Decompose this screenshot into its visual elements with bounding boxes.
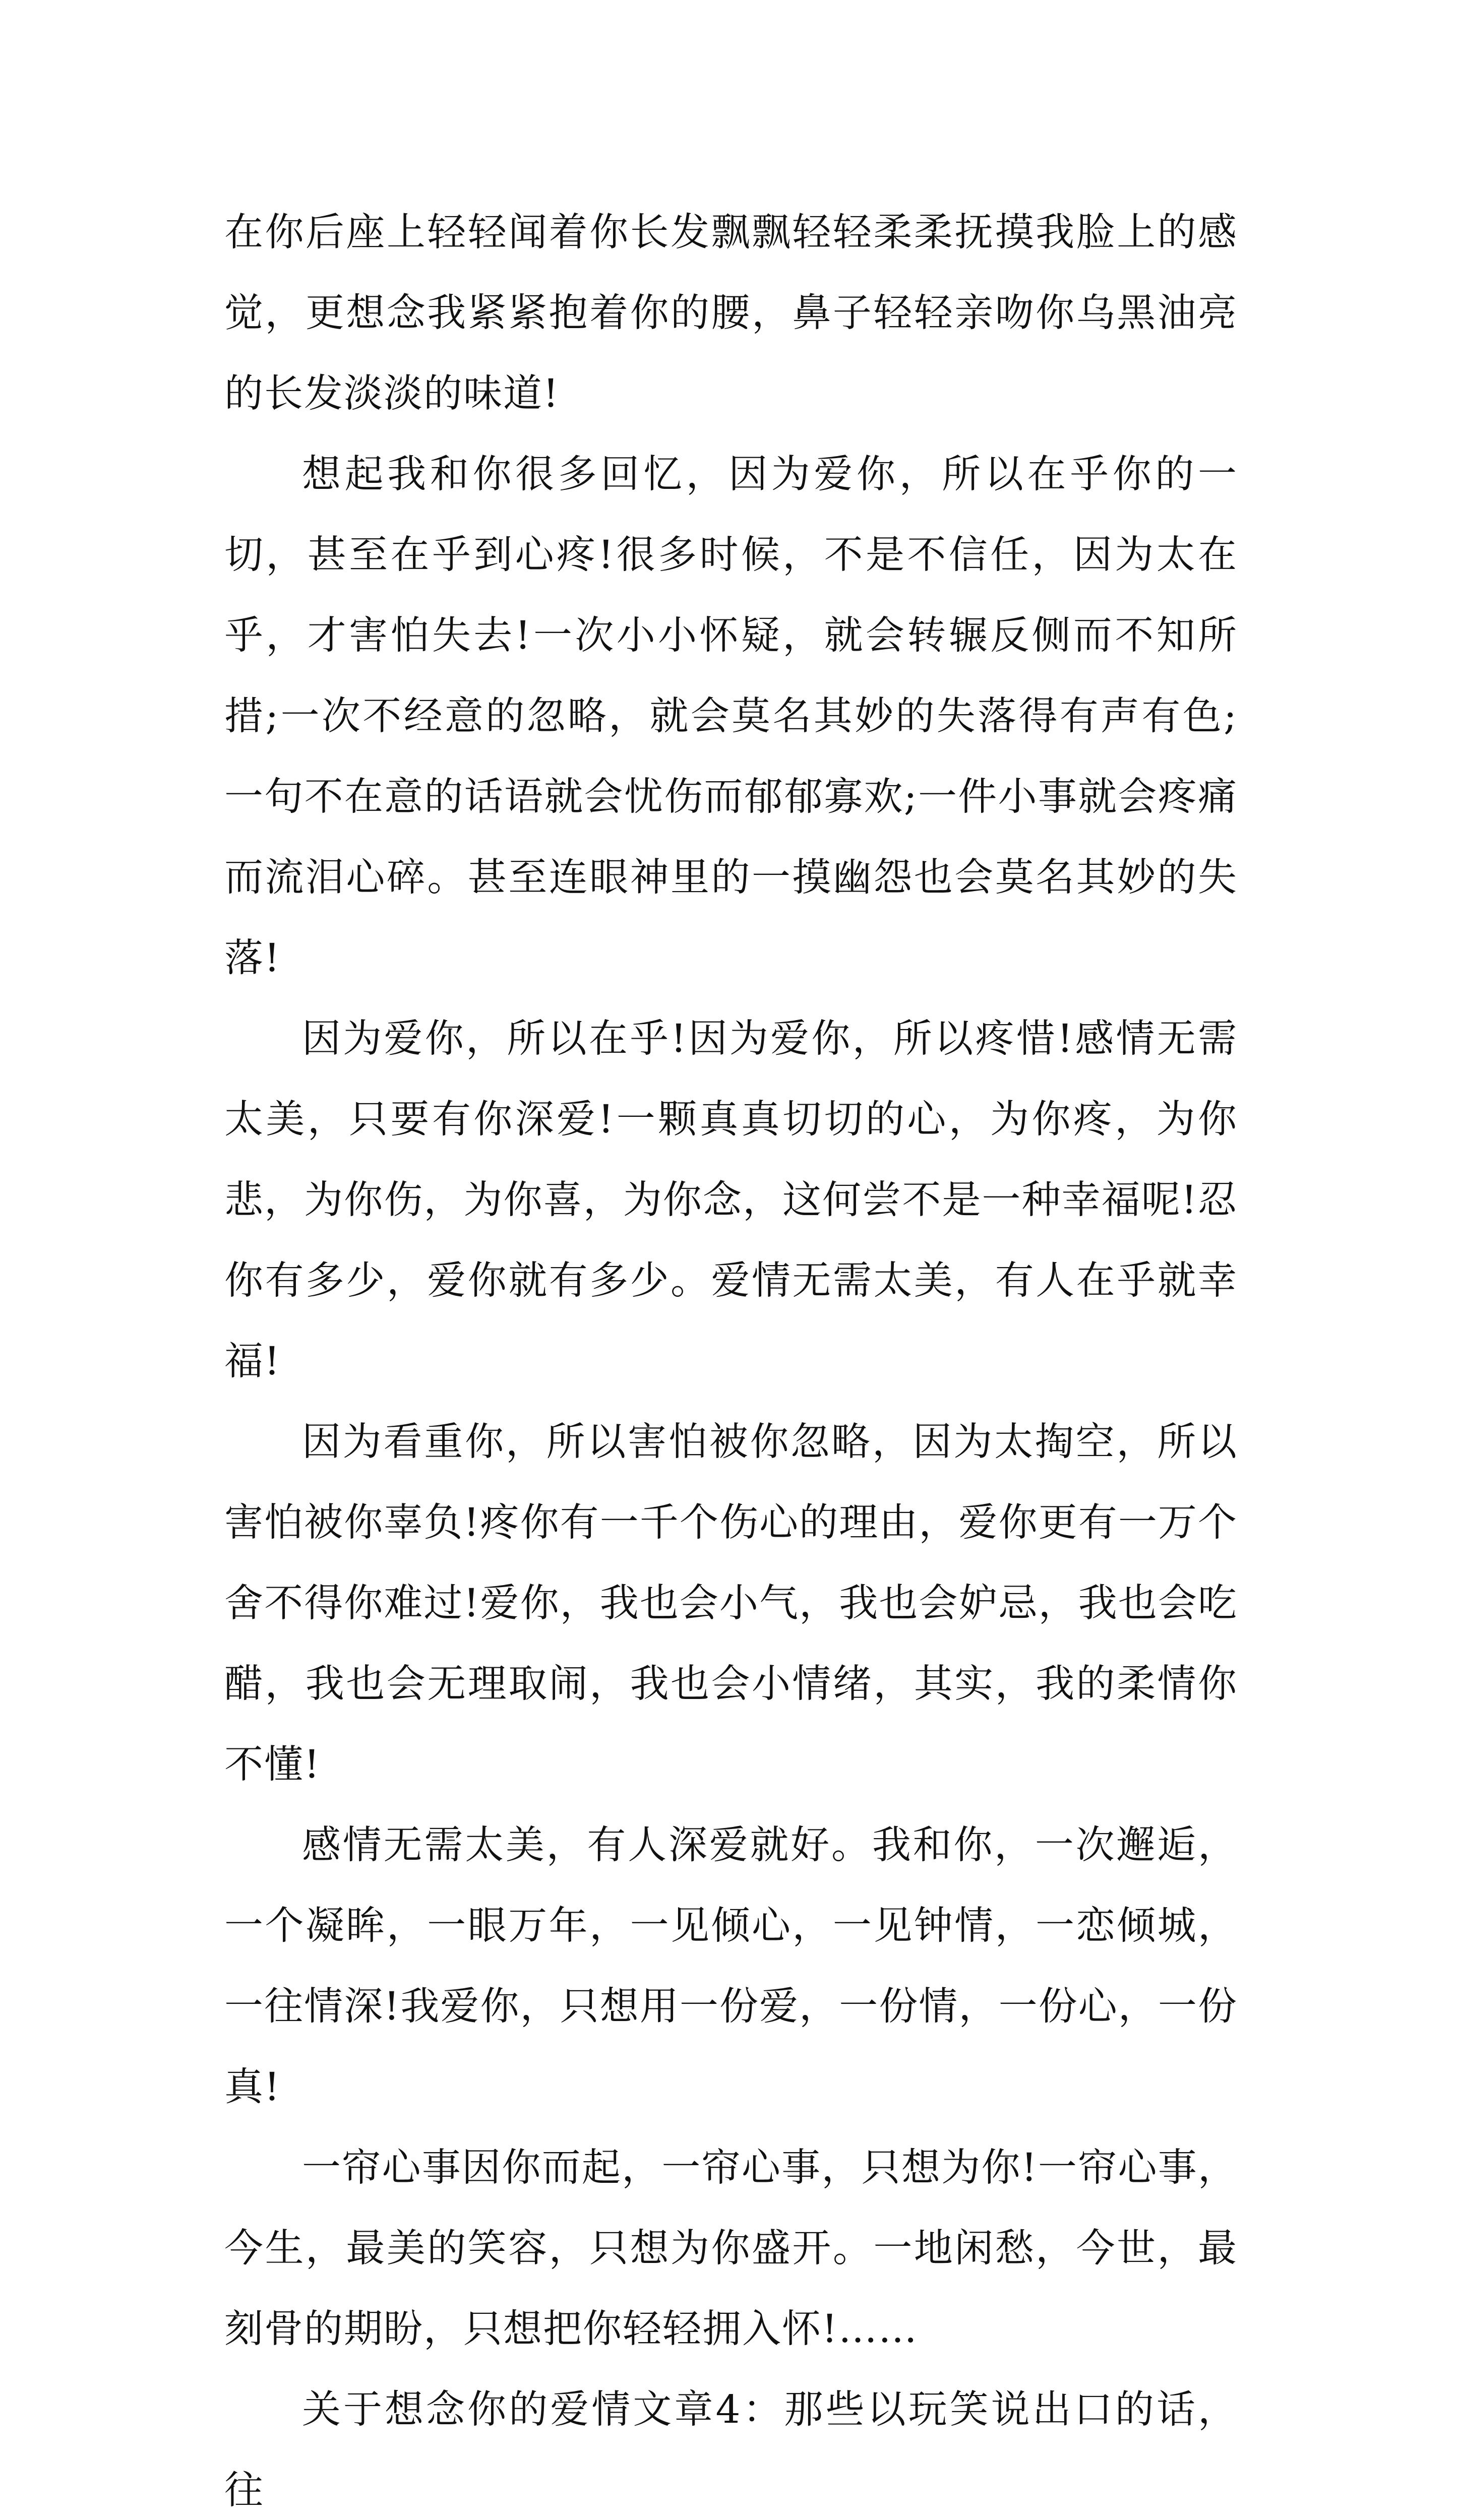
paragraph-1: 在你后座上轻轻闻着你长发飘飘轻轻柔柔抚摸我脸上的感觉，更想念我紧紧抱着你的腰，鼻子轻轻亲吻你乌黑油亮的长发淡淡的味道! xyxy=(224,210,1238,416)
document-body xyxy=(224,193,1238,2520)
paragraph-4: 因为看重你，所以害怕被你忽略，因为太掏空，所以害怕被你辜负!疼你有一千个伤心的理由，爱你更有一万个舍不得你难过!爱你，我也会小气，我也会妒忌，我也会吃醋，我也会无理取闹，我也会小情绪，其实，我的柔情你不懂! xyxy=(224,1420,1238,1787)
paragraph-7: 关于想念你的爱情文章4：那些以玩笑说出口的话，往 xyxy=(224,2387,1238,2513)
paragraph-2: 想起我和你很多回忆，因为爱你，所以在乎你的一切，甚至在乎到心疼!很多时候，不是不信任，因为太在乎，才害怕失去!一次小小怀疑，就会转辗反侧而不知所措;一次不经意的忽略，就会莫名其妙的失落得有声有色;一句不在意的话语就会忧伤而郁郁寡欢;一件小事就会疼痛而流泪心碎。甚至连眼神里的一摸幽怨也会莫名其妙的失落! xyxy=(224,452,1238,981)
paragraph-5: 感情无需太美，有人深爱就好。我和你，一次邂逅，一个凝眸，一眼万年，一见倾心，一见钟情，一恋倾城，一往情深!我爱你，只想用一份爱，一份情，一份心，一份真! xyxy=(224,1823,1238,2110)
paragraph-6: 一帘心事因你而起，一帘心事，只想为你!一帘心事，今生，最美的笑容，只想为你盛开。一地闲愁，今世，最刻骨的期盼，只想把你轻轻拥入怀!…… xyxy=(224,2146,1238,2352)
paragraph-3: 因为爱你，所以在乎!因为爱你，所以疼惜!感情无需太美，只要有你深爱!一颗真真切切的心，为你疼，为你悲，为你伤，为你喜，为你念，这何尝不是一种幸福呢!忍你有多少，爱你就有多少。爱情无需太美，有人在乎就幸福! xyxy=(224,1017,1238,1384)
